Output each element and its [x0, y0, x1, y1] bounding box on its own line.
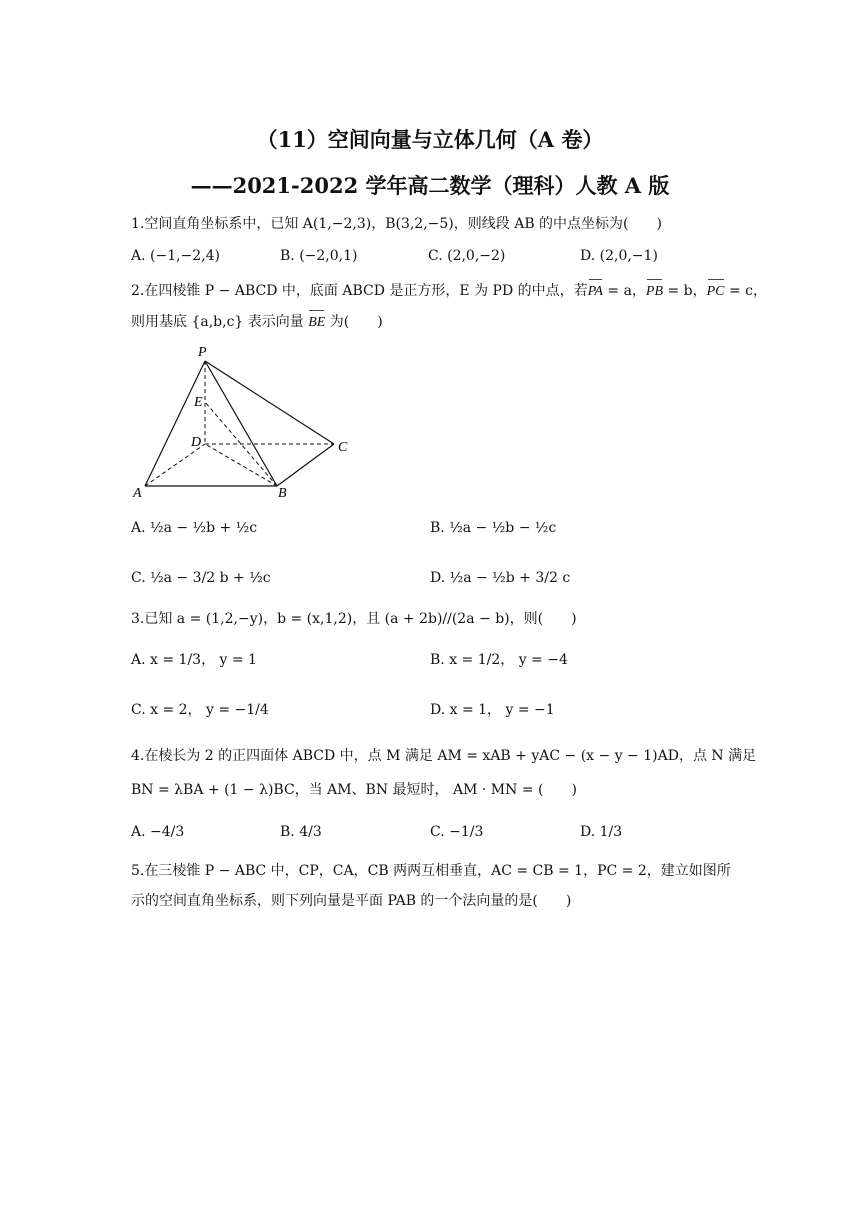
vector-be: BE	[308, 313, 325, 333]
question-3-text: 3.已知 a = (1,2,−y)，b = (x,1,2)，且 (a + 2b)//(2a − b)，则( )	[131, 611, 577, 627]
question-5-line-2: 示的空间直角坐标系，则下列向量是平面 PAB 的一个法向量的是( )	[131, 893, 572, 909]
question-4-line-1: 4.在棱长为 2 的正四面体 ABCD 中，点 M 满足 AM = xAB + yAC − (x − y − 1)AD，点 N 满足	[131, 748, 757, 764]
label-d: D	[191, 435, 202, 450]
label-a: A	[133, 486, 142, 501]
q2-prefix: 2.在四棱锥 P − ABCD 中，底面 ABCD 是正方形，E 为 PD 的中点，若	[131, 283, 588, 299]
q1-option-b: B. (−2,0,1)	[280, 248, 358, 264]
q2-option-c: C. ½a − 3/2 b + ½c	[131, 570, 271, 586]
q1-option-a: A. (−1,−2,4)	[131, 248, 221, 264]
label-c: C	[338, 440, 348, 455]
question-2-line-1	[131, 281, 767, 302]
edge-ad	[145, 444, 205, 486]
q4-option-d: D. 1/3	[580, 824, 623, 840]
vector-pc: PC	[707, 282, 725, 302]
q3-option-d: D. x = 1， y = −1	[430, 702, 555, 718]
q2-line2-prefix: 则用基底 {a,b,c} 表示向量	[131, 314, 309, 330]
label-e: E	[194, 395, 203, 410]
q1-option-d: D. (2,0,−1)	[580, 248, 658, 264]
question-5-line-1: 5.在三棱锥 P − ABC 中，CP，CA，CB 两两互相垂直，AC = CB = 1，PC = 2，建立如图所	[131, 863, 731, 879]
q2-eq-c: = c，	[724, 283, 767, 299]
q4-option-b: B. 4/3	[280, 824, 322, 840]
pyramid-figure	[128, 340, 358, 505]
q2-line2-suffix: 为( )	[325, 314, 383, 330]
title-line-2: ——2021-2022 学年高二数学（理科）人教 A 版	[190, 173, 670, 198]
segment-bd	[205, 444, 277, 486]
q4-option-c: C. −1/3	[430, 824, 484, 840]
question-2-line-2	[131, 312, 383, 333]
q3-option-c: C. x = 2， y = −1/4	[131, 702, 269, 718]
q2-eq-b: = b，	[663, 283, 707, 299]
label-b: B	[278, 486, 287, 501]
q1-option-c: C. (2,0,−2)	[428, 248, 506, 264]
q3-option-b: B. x = 1/2， y = −4	[430, 652, 568, 668]
q3-option-a: A. x = 1/3， y = 1	[131, 652, 257, 668]
vector-pb: PB	[646, 282, 663, 302]
q4-option-a: A. −4/3	[131, 824, 185, 840]
edge-pc	[205, 361, 334, 444]
edge-pa	[145, 361, 205, 486]
q2-option-a: A. ½a − ½b + ½c	[131, 520, 258, 536]
vector-pa: PA	[588, 282, 603, 302]
edge-pb	[205, 361, 277, 486]
title-line-1: （11）空间向量与立体几何（A 卷）	[256, 127, 604, 152]
edge-bc	[277, 444, 334, 486]
label-p: P	[198, 345, 207, 360]
q2-option-d: D. ½a − ½b + 3/2 c	[430, 570, 571, 586]
q2-eq-a: = a，	[602, 283, 646, 299]
q2-option-b: B. ½a − ½b − ½c	[430, 520, 557, 536]
question-1-text: 1.空间直角坐标系中，已知 A(1,−2,3)，B(3,2,−5)，则线段 AB 的中点坐标为( )	[131, 216, 662, 232]
question-4-line-2: BN = λBA + (1 − λ)BC，当 AM、BN 最短时， AM · MN = ( )	[131, 782, 577, 798]
